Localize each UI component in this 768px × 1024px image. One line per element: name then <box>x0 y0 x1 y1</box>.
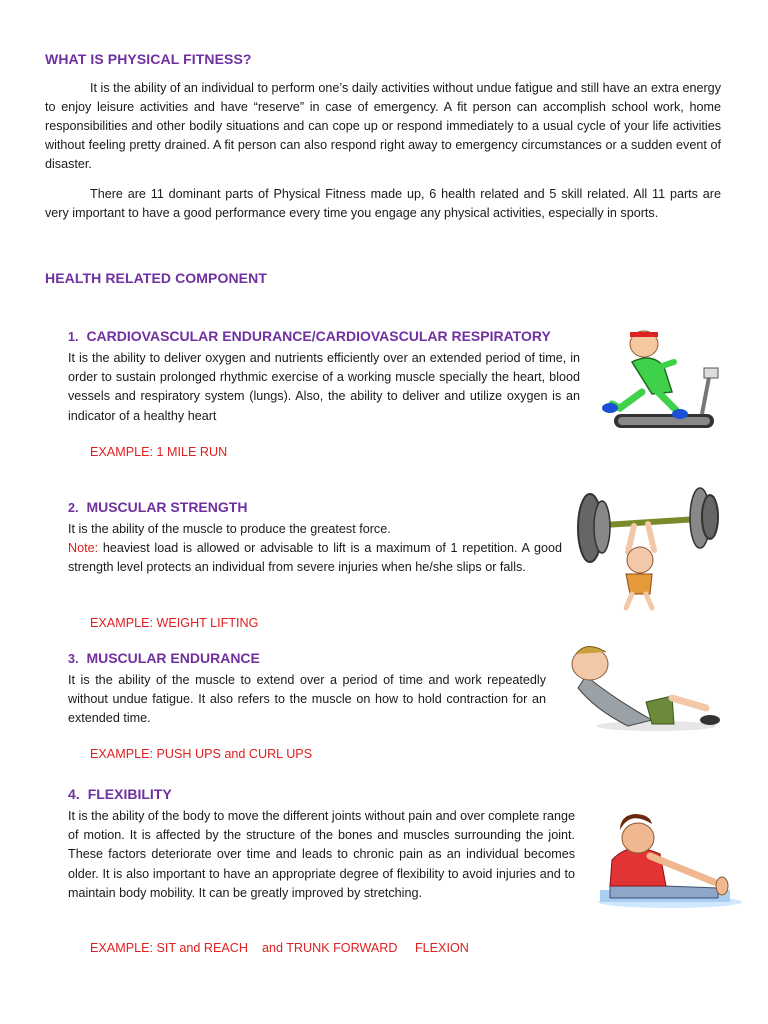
section-heading: HEALTH RELATED COMPONENT <box>45 270 267 286</box>
component-number: 1. <box>68 330 79 344</box>
treadmill-runner-illustration <box>592 322 724 438</box>
strength-definition: It is the ability of the muscle to produce the greatest force. <box>68 522 391 536</box>
component-example: EXAMPLE: SIT and REACH and TRUNK FORWARD FLEXION <box>90 941 469 955</box>
component-number: 2. <box>68 501 79 515</box>
component-body: It is the ability to deliver oxygen and nutrients efficiently over an extended period of time, in order to sustain prolonged rhythmic exercise of a working muscle specially the heart, blood vessels and respiratory system (lungs). Also, the ability to deliver and utilize oxygen is an indicator of a healthy heart <box>68 351 580 423</box>
component-example: EXAMPLE: 1 MILE RUN <box>90 445 228 459</box>
component-number: 3. <box>68 652 79 666</box>
component-body: It is the ability of the body to move the different joints without pain and over complete range of motion. It is affected by the structure of the bones and muscles surrounding the joint. These factors deteriorate over time and leads to chronic pain as an individual becomes older. It is also important to have an appropriate degree of flexibility to avoid injuries and to maintain body mobility. It can be greatly improved by stretching. <box>68 809 575 900</box>
note-text: heaviest load is allowed or advisable to lift is a maximum of 1 repetition. A good strength level protects an individual from severe injuries when he/she slips or falls. <box>68 541 562 575</box>
component-title-strength <box>68 499 247 515</box>
component-title-flexibility <box>68 786 172 802</box>
component-example: EXAMPLE: PUSH UPS and CURL UPS <box>90 747 313 761</box>
component-title-text: MUSCULAR ENDURANCE <box>86 650 260 666</box>
component-body: It is the ability of the muscle to extend over a period of time and work repeatedly without undue fatigue. It also refers to the muscle on how to hold contraction for an extended time. <box>68 673 546 726</box>
component-title-cardiovascular <box>68 328 551 344</box>
intro-paragraph-2: There are 11 dominant parts of Physical Fitness made up, 6 health related and 5 skill related. All 11 parts are very important to have a good performance every time you engage any physical activities, especially in sports. <box>45 187 721 220</box>
component-example: EXAMPLE: WEIGHT LIFTING <box>90 616 259 630</box>
component-title-text: CARDIOVASCULAR ENDURANCE/CARDIOVASCULAR RESPIRATORY <box>86 328 551 344</box>
component-title-endurance <box>68 650 260 666</box>
component-number: 4. <box>68 786 80 802</box>
page-title: WHAT IS PHYSICAL FITNESS? <box>45 51 252 67</box>
component-body <box>68 520 562 578</box>
note-label: Note: <box>68 541 99 556</box>
weightlifter-illustration <box>572 482 722 614</box>
curl-up-illustration <box>556 640 722 734</box>
component-title-text: MUSCULAR STRENGTH <box>86 499 248 515</box>
intro-paragraph-1: It is the ability of an individual to perform one’s daily activities without undue fatigue and still have an extra energy to enjoy leisure activities and have “reserve” in case of emergency. A fit person can accomplish school work, home responsibilities and other bodily situations and can cope up or respond immediately to a usual cycle of your life activities without feeling pretty drained. A fit person can also respond right away to emergency circumstances or a sudden event of disaster. <box>45 81 721 171</box>
sit-and-reach-illustration <box>590 790 744 910</box>
component-title-text: FLEXIBILITY <box>87 786 172 802</box>
